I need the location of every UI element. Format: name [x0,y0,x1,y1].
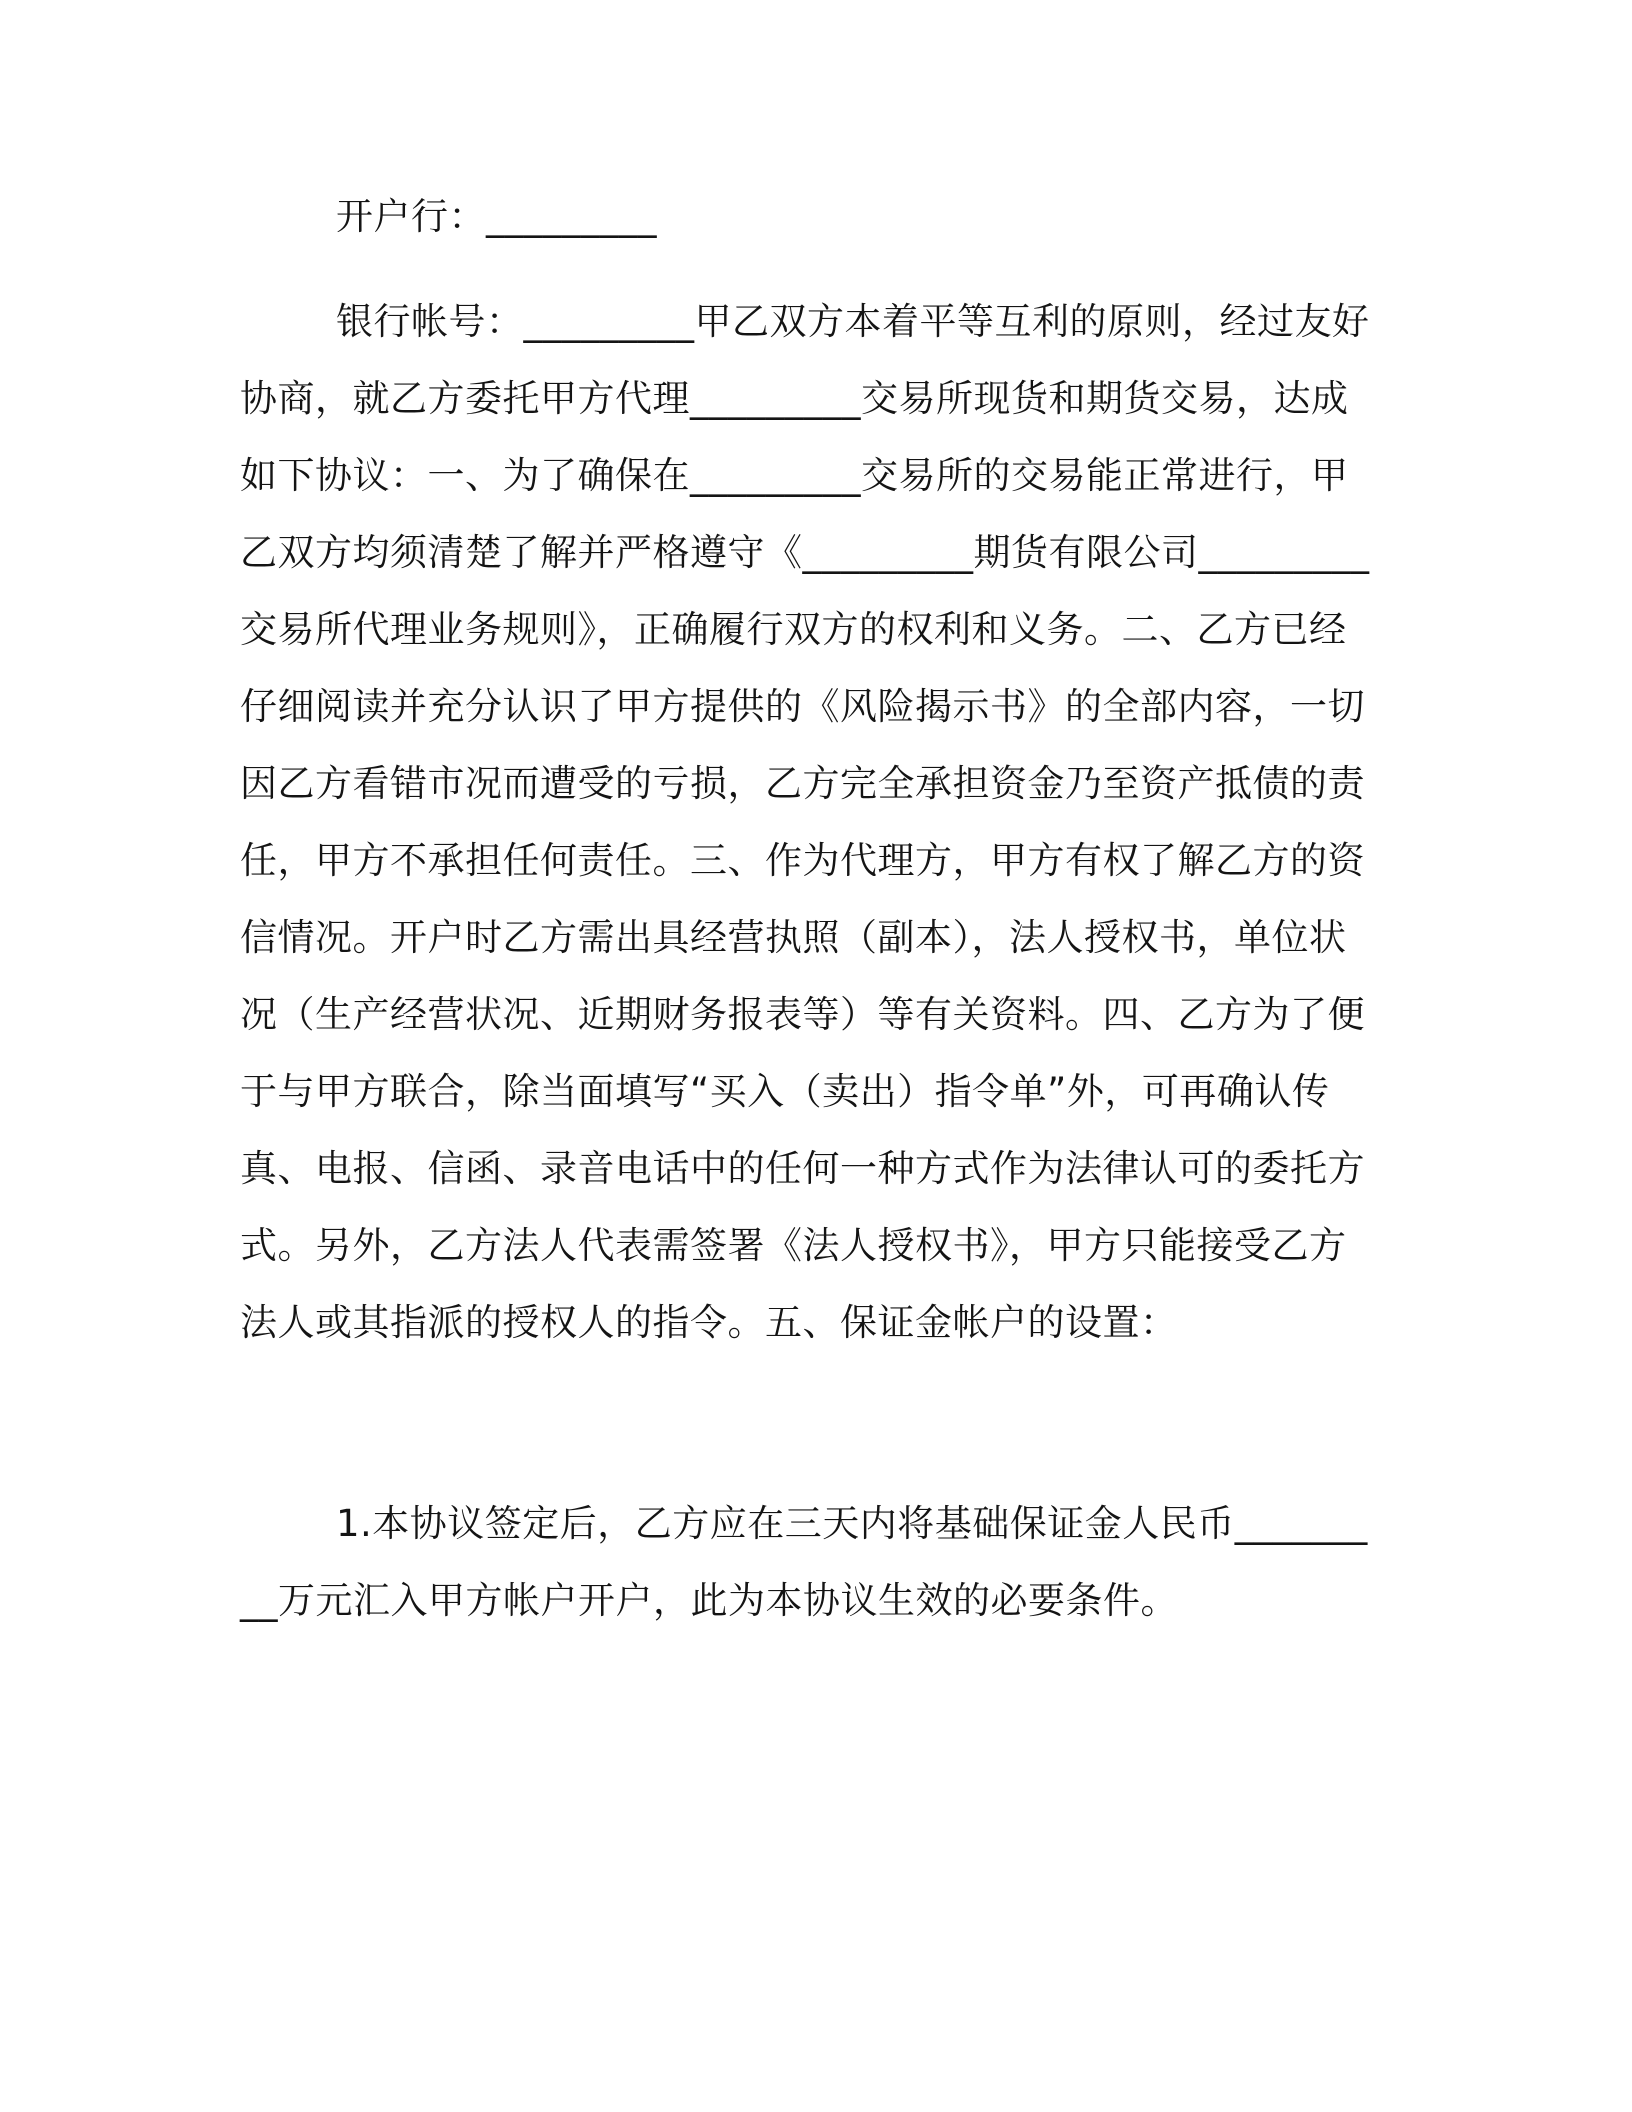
paragraph-bank-name: 开户行：_________ [336,195,657,238]
paragraph-deposit-clause: 1.本协议签定后，乙方应在三天内将基础保证金人民币_________万元汇入甲方帐户开户，此为本协议生效的必要条件。 [240,1502,1368,1622]
paragraph-agreement-terms: 银行帐号：_________甲乙双方本着平等互利的原则，经过友好协商，就乙方委托甲方代理_________交易所现货和期货交易，达成如下协议：一、为了确保在_________交易所的交易能正常进行，甲乙双方均须清楚了解并严格遵守《_________期货有限公司_________交易所代理业务规则》，正确履行双方的权利和义务。二、乙方已经仔细阅读并充分认识了甲方提供的《风险揭示书》的全部内容，一切因乙方看错市况而遭受的亏损，乙方完全承担资金乃至资产抵债的责任，甲方不承担任何责任。三、作为代理方，甲方有权了解乙方的资信情况。开户时乙方需出具经营执照（副本），法人授权书，单位状况（生产经营状况、近期财务报表等）等有关资料。四、乙方为了便于与甲方联合，除当面填写“买入（卖出）指令单”外，可再确认传真、电报、信函、录音电话中的任何一种方式作为法律认可的委托方式。另外，乙方法人代表需签署《法人授权书》，甲方只能接受乙方法人或其指派的授权人的指令。五、保证金帐户的设置： [240,300,1370,1344]
